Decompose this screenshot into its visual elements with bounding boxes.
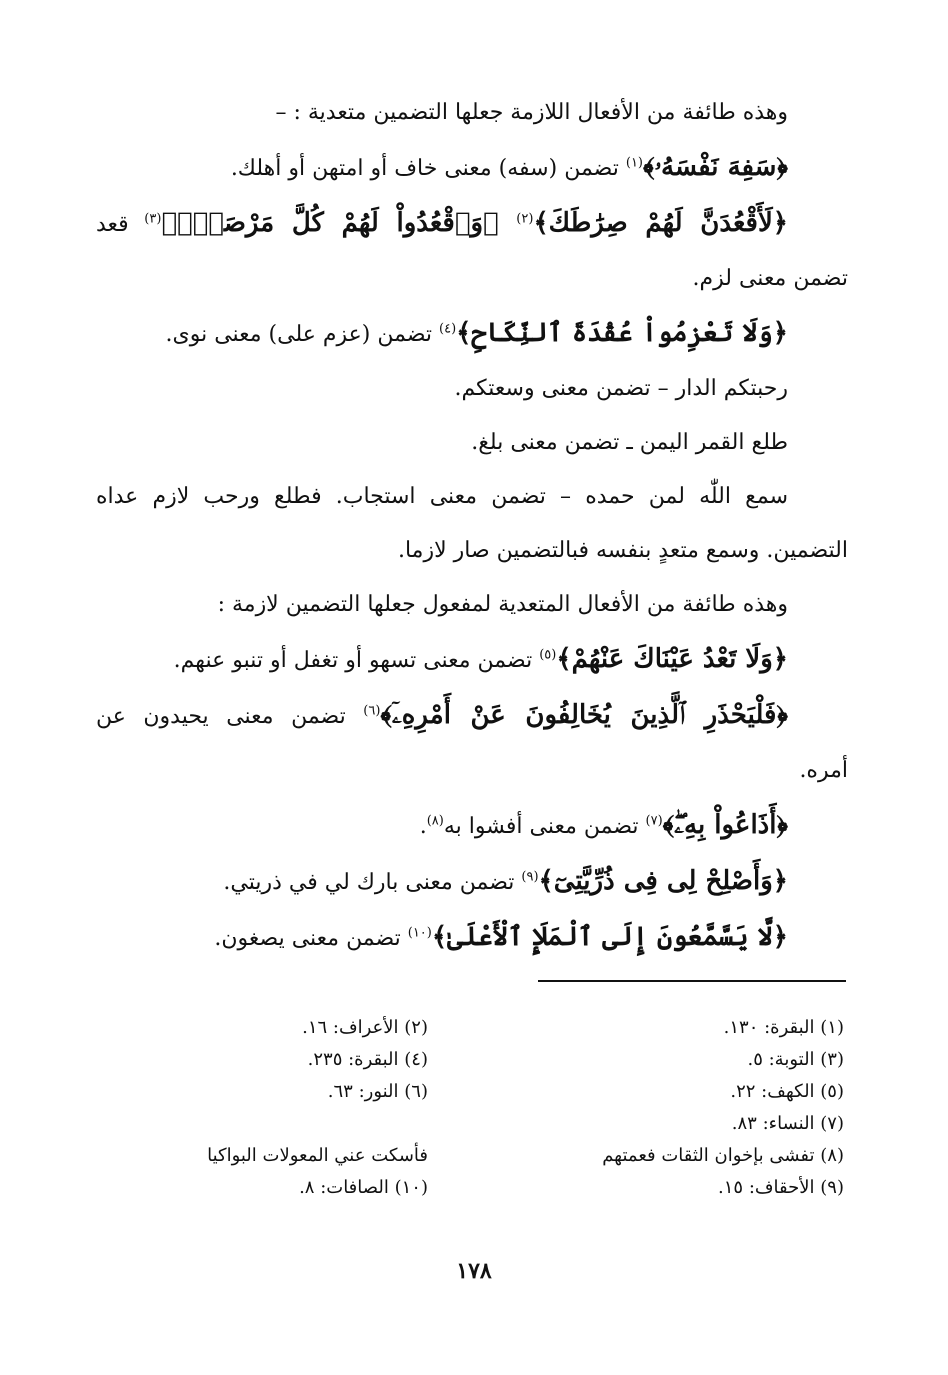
line-text: سمع اللّٰه لمن حمده – تضمن معنى استجاب. فطلع ورحب لازم عداه [96, 484, 788, 509]
line-text: أمره. [799, 758, 848, 783]
text-line [96, 252, 848, 306]
footnote: (٤) البقرة: ٢٣٥. [307, 1049, 428, 1070]
footnote: (٦) النور: ٦٣. [327, 1081, 428, 1102]
line-text: تضمن معنى يصغون. [214, 926, 408, 951]
poem-hemistich: فأسكت عني المعولات البواكيا [207, 1145, 428, 1166]
footnote-ref: (٤) [439, 321, 457, 337]
text-line [96, 86, 848, 140]
text-line [96, 306, 848, 362]
footnote-ref: (١) [625, 155, 643, 171]
footnote-ref: (١٠) [407, 925, 432, 941]
quran-verse: ﴿وَٱقْعُدُواْ لَهُمْ كُلَّ مَرْصَدٍۚ﴾ [161, 208, 517, 238]
quran-verse: ﴿وَأَصْلِحْ لِى فِى ذُرِّيَّتِىٓ﴾ [538, 866, 788, 896]
footnote-ref: (٢) [516, 211, 534, 227]
footnote: (١٠) الصافات: ٨. [299, 1177, 428, 1198]
quran-verse: ﴿سَفِهَ نَفْسَهُۥ﴾ [643, 152, 788, 182]
line-text: تضمن معنى تسهو أو تغفل أو تنبو عنهم. [173, 648, 540, 673]
line-text: التضمين. وسمع متعدٍ بنفسه فبالتضمين صار لازما. [397, 538, 848, 563]
footnote-ref: (٧) [645, 813, 663, 829]
line-text: تضمن معنى أفشوا به [443, 814, 646, 839]
footnote: (٣) التوبة: ٥. [747, 1049, 844, 1070]
quran-verse: ﴿أَذَاعُواْ بِهِۦۖ﴾ [662, 810, 788, 840]
spacer [98, 1108, 428, 1140]
line-text: تضمن (سفه) معنى خاف أو امتهن أو أهلك. [230, 156, 626, 181]
text-line [96, 744, 848, 798]
line-text: تضمن (عزم على) معنى نوى. [165, 322, 440, 347]
footnote-ref: (٩) [521, 869, 539, 885]
footnote: (٢) الأعراف: ١٦. [302, 1017, 428, 1038]
line-text: قعد [96, 212, 145, 237]
text-line [96, 578, 848, 632]
footnote: (٥) الكهف: ٢٢. [730, 1081, 844, 1102]
quran-verse: ﴿وَلَا تَعْدُ عَيْنَاكَ عَنْهُمْ﴾ [556, 644, 788, 674]
footnote-ref: (٥) [539, 647, 557, 663]
footnote-separator [538, 980, 846, 982]
footnote: (٩) الأحقاف: ١٥. [718, 1177, 844, 1198]
text-line [96, 854, 848, 910]
footnote: (١) البقرة: ١٣٠. [723, 1017, 844, 1038]
quran-verse: ﴿لَأَقْعُدَنَّ لَهُمْ صِرَٰطَكَ﴾ [533, 208, 789, 238]
text-line [96, 910, 848, 966]
text-line [96, 688, 848, 744]
text-line [96, 632, 848, 688]
line-text: طلع القمر اليمن ـ تضمن معنى بلغ. [471, 430, 788, 455]
quran-verse: ﴿لَّا يَسَّمَّعُونَ إِلَى ٱلْمَلَإِ ٱلْأَعْلَىٰ﴾ [431, 922, 788, 952]
line-text: تضمن معنى لزم. [692, 266, 848, 291]
footnote-ref: (٣) [144, 211, 162, 227]
line-text: تضمن معنى يحيدون عن [96, 704, 364, 729]
footnotes-right-column [484, 1012, 844, 1204]
text-line [96, 196, 848, 252]
main-text [96, 86, 848, 966]
footnote: (٧) النساء: ٨٣. [731, 1113, 844, 1134]
footnotes-left-column [98, 1012, 428, 1204]
footnote: (٨) تفشى بإخوان الثقات فعمتهم [602, 1145, 844, 1166]
text-line [96, 798, 848, 854]
text-line [96, 362, 848, 416]
footnote-ref: (٦) [363, 703, 381, 719]
page-number: ١٧٨ [456, 1258, 492, 1284]
line-text: وهذه طائفة من الأفعال اللازمة جعلها التضمين متعدية : – [275, 100, 788, 125]
text-line [96, 524, 848, 578]
footnote-ref: (٨) [426, 813, 444, 829]
text-line [96, 140, 848, 196]
text-line [96, 470, 848, 524]
line-text: وهذه طائفة من الأفعال المتعدية لمفعول جعلها التضمين لازمة : [217, 592, 788, 617]
line-text: تضمن معنى بارك لي في ذريتي. [223, 870, 522, 895]
line-text: رحبتكم الدار – تضمن معنى وسعتكم. [454, 376, 788, 401]
line-text: . [419, 814, 427, 839]
quran-verse: ﴿وَلَا تَعْزِمُواْ عُقْدَةَ ٱلنِّكَاحِ﴾ [456, 318, 788, 348]
quran-verse: ﴿فَلْيَحْذَرِ ٱلَّذِينَ يُخَالِفُونَ عَنْ أَمْرِهِۦٓ﴾ [380, 700, 788, 730]
text-line [96, 416, 848, 470]
